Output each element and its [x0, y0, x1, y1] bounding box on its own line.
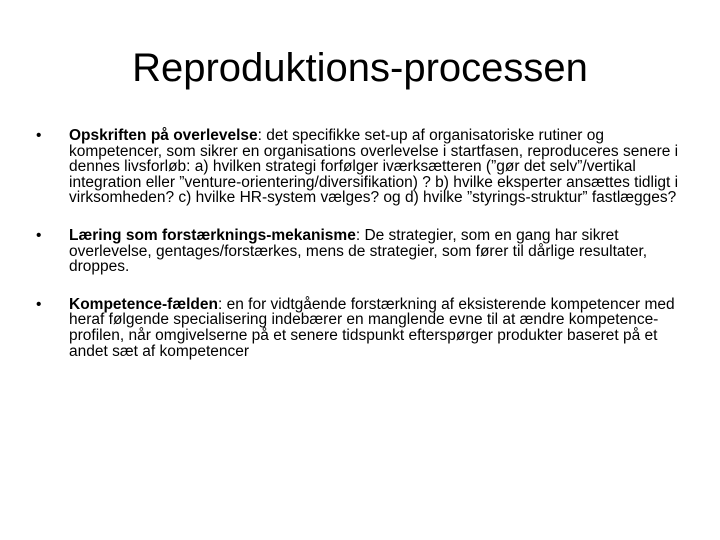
bullet-text: : det specifikke set-up af organisatoriske rutiner og kompetencer, som sikrer en organisations overlevelse i startfasen, reproduceres senere i dennes livsforløb: a) hvilken strategi forfølger iværksætteren (”gør det selv”/vertikal integration eller ”venture-orientering/diversifikation) ? b) hvilke eksperter ansættes tidligt i virksomheden? c) hvilke HR-system vælges? og d) hvilke ”styrings-struktur” fastlægges? — [69, 127, 679, 207]
bullet-term: Opskriften på overlevelse — [69, 127, 258, 144]
bullet-text: : De strategier, som en gang har sikret overlevelse, gentages/forstærkes, mens de strategier, som fører til dårlige resultater, droppes. — [69, 226, 648, 276]
bullet-term: Kompetence-fælden — [69, 295, 218, 313]
bullet-text: : en for vidtgående forstærkning af eksisterende kompetencer med heraf følgende specialisering indebærer en manglende evne til at ændre kompetence-profilen, når omgivelserne på et senere tidspunkt efterspørger produkter baseret på et andet sæt af kompetencer — [69, 295, 675, 360]
bullet-item-competence-trap — [36, 297, 686, 359]
bullet-item-learning — [36, 228, 686, 275]
bullet-list — [36, 128, 686, 359]
slide-title: Reproduktions-processen — [132, 46, 588, 90]
bullet-term: Læring som forstærknings-mekanisme — [69, 226, 356, 244]
bullet-marker: • — [36, 295, 42, 313]
bullet-item-recipe — [36, 128, 686, 206]
bullet-marker: • — [36, 127, 42, 144]
bullet-marker: • — [36, 226, 42, 244]
